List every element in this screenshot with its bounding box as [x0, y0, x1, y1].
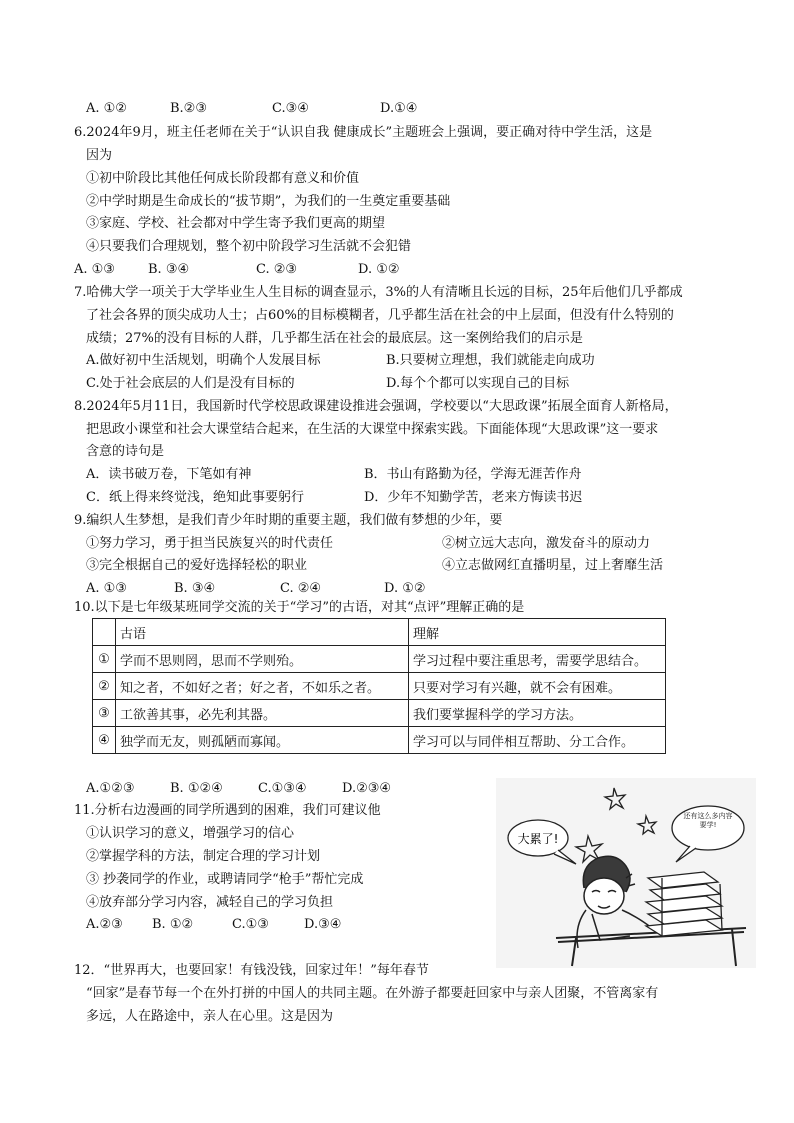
q12-stem-line2: “回家”是春节每一个在外打拼的中国人的共同主题。在外游子都要赶回家中与亲人团聚，不管离家有	[86, 986, 659, 1001]
book-stack	[646, 872, 722, 936]
table-cell: 学习过程中要注重思考，需要学思结合。	[409, 646, 666, 673]
table-row	[93, 700, 666, 727]
q6-item-1: ①初中阶段比其他任何成长阶段都有意义和价值	[86, 171, 360, 186]
q11-stem: 11.分析右边漫画的同学所遇到的困难，我们可建议他	[74, 803, 381, 818]
table-cell: 工欲善其事，必先利其器。	[116, 700, 409, 727]
q9-item-4: ④立志做网红直播明星，过上奢靡生活	[442, 558, 664, 573]
q10-option-d: D.②③④	[342, 781, 392, 796]
table-cell: ③	[93, 700, 116, 727]
q10-table	[92, 618, 666, 754]
table-header-cell: 理解	[409, 619, 666, 646]
table-cell: 学习可以与同伴相互帮助、分工合作。	[409, 727, 666, 754]
q12-stem-line3: 多远，人在路途中，亲人在心里。这是因为	[86, 1009, 334, 1024]
q7-option-c: C.处于社会底层的人们是没有目标的	[86, 376, 295, 391]
stressed-student-drawing	[496, 778, 756, 968]
q6-stem-line1: 6.2024年9月，班主任老师在关于“认识自我 健康成长”主题班会上强调，要正确对待中学生活，这是	[74, 125, 653, 140]
q7-stem-line2: 了社会各界的顶尖成功人士；占60%的目标模糊者，几乎都生活在社会的中上层面，但没有什么特别的	[86, 308, 674, 323]
q11-item-3: ③ 抄袭同学的作业，或聘请同学“枪手”帮忙完成	[86, 872, 364, 887]
q6-item-2: ②中学时期是生命成长的“拔节期”，为我们的一生奠定重要基础	[86, 194, 451, 209]
q9-stem: 9.编织人生梦想，是我们青少年时期的重要主题，我们做有梦想的少年，要	[74, 513, 503, 528]
q5-option-b: B.②③	[170, 101, 207, 116]
q8-stem-line1: 8.2024年5月11日，我国新时代学校思政课建设推进会强调，学校要以“大思政课”拓展全面育人新格局，	[74, 399, 678, 414]
table-cell: 学而不思则罔，思而不学则殆。	[116, 646, 409, 673]
q7-option-d: D.每个个都可以实现自己的目标	[386, 376, 570, 391]
q9-item-3: ③完全根据自己的爱好选择轻松的职业	[86, 558, 308, 573]
table-cell: ①	[93, 646, 116, 673]
q10-option-a: A.①②③	[86, 781, 135, 796]
q11-item-2: ②掌握学科的方法，制定合理的学习计划	[86, 849, 321, 864]
q8-option-c: C．纸上得来终觉浅，绝知此事要躬行	[86, 490, 304, 505]
q11-option-d: D.③④	[304, 917, 342, 932]
q9-option-c: C. ②④	[280, 581, 322, 596]
q6-option-a: A. ①③	[74, 262, 115, 277]
q8-option-d: D．少年不知勤学苦，老来方悔读书迟	[364, 490, 583, 505]
table-header-cell	[93, 619, 116, 646]
q8-stem-line2: 把思政小课堂和社会大课堂结合起来，在生活的大课堂中探索实践。下面能体现“大思政课”这一要求	[86, 422, 659, 437]
q8-option-a: A．读书破万卷，下笔如有神	[86, 467, 252, 482]
q7-stem-line1: 7.哈佛大学一项关于大学毕业生人生目标的调查显示，3%的人有清晰且长远的目标，25年后他们几乎都成	[74, 285, 683, 300]
q6-stem-line2: 因为	[86, 148, 113, 163]
q5-option-a: A. ①②	[86, 101, 127, 116]
q9-option-a: A. ①③	[86, 581, 127, 596]
q10-stem: 10.以下是七年级某班同学交流的关于“学习”的古语，对其“点评”理解正确的是	[74, 600, 525, 615]
q6-option-d: D. ①②	[358, 262, 400, 277]
q11-option-a: A.②③	[86, 917, 123, 932]
table-row	[93, 673, 666, 700]
table-cell: 我们要掌握科学的学习方法。	[409, 700, 666, 727]
bubble-right-text: 还有这么多内容要学!	[683, 812, 733, 829]
q6-option-c: C. ②③	[256, 262, 298, 277]
q11-item-1: ①认识学习的意义，增强学习的信心	[86, 826, 295, 841]
table-cell: ②	[93, 673, 116, 700]
q7-stem-line3: 成绩；27%的没有目标的人群，几乎都生活在社会的最底层。这一案例给我们的启示是	[86, 331, 583, 346]
q6-item-4: ④只要我们合理规划，整个初中阶段学习生活就不会犯错	[86, 239, 412, 254]
table-header-cell: 古语	[116, 619, 409, 646]
q9-option-d: D. ①②	[384, 581, 426, 596]
q6-item-3: ③家庭、学校、社会都对中学生寄予我们更高的期望	[86, 216, 386, 231]
q9-item-1: ①努力学习，勇于担当民族复兴的时代责任	[86, 536, 334, 551]
table-row	[93, 646, 666, 673]
q10-option-c: C.①③④	[258, 781, 307, 796]
table-cell: 独学而无友，则孤陋而寡闻。	[116, 727, 409, 754]
q11-item-4: ④放弃部分学习内容，减轻自己的学习负担	[86, 895, 334, 910]
q8-option-b: B．书山有路勤为径，学海无涯苦作舟	[364, 467, 582, 482]
table-header-row	[93, 619, 666, 646]
q11-option-b: B. ①②	[152, 917, 194, 932]
table-cell: 知之者，不如好之者；好之者，不如乐之者。	[116, 673, 409, 700]
q9-item-2: ②树立远大志向，激发奋斗的原动力	[442, 536, 651, 551]
table-row	[93, 727, 666, 754]
table-cell: ④	[93, 727, 116, 754]
q5-option-d: D.①④	[380, 101, 418, 116]
q6-option-b: B. ③④	[148, 262, 190, 277]
q10-option-b: B. ①②④	[170, 781, 223, 796]
bubble-left-text: 大累了!	[517, 832, 559, 846]
q12-stem-line1: 12．“世界再大，也要回家！有钱没钱，回家过年！”每年春节	[74, 963, 429, 978]
q11-option-c: C.①③	[232, 917, 269, 932]
q7-option-a: A.做好初中生活规划，明确个人发展目标	[86, 353, 321, 368]
q7-option-b: B.只要树立理想，我们就能走向成功	[386, 353, 595, 368]
q5-option-c: C.③④	[272, 101, 309, 116]
q9-option-b: B. ③④	[174, 581, 216, 596]
q8-stem-line3: 含意的诗句是	[86, 444, 165, 459]
table-cell: 只要对学习有兴趣，就不会有困难。	[409, 673, 666, 700]
cartoon-illustration	[496, 778, 756, 968]
